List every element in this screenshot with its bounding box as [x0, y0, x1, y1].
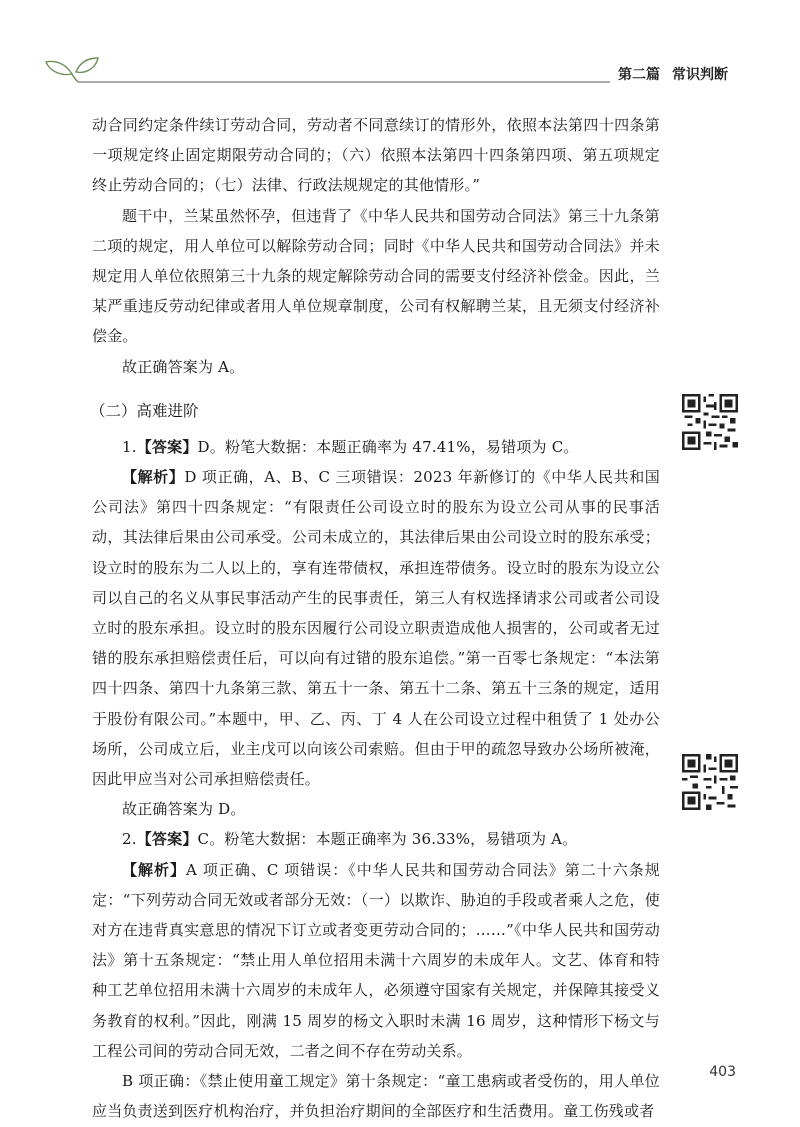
question-number: 2. [122, 830, 137, 849]
page-header [0, 0, 800, 100]
qr-code-icon[interactable] [682, 754, 738, 810]
answer-text: D。粉笔大数据：本题正确率为 47.41%，易错项为 C。 [197, 437, 579, 456]
analysis-paragraph [92, 855, 660, 1066]
analysis-text: A 项正确、C 项错误：《中华人民共和国劳动合同法》第二十六条规定：“下列劳动合同无效或者部分无效：（一）以欺诈、胁迫的手段或者乘人之危，使对方在违背真实意思的情况下订立或者变更劳动合同的；……”《中华人民共和国劳动法》第十五条规定：“禁止用人单位招用未满十六周岁的未成年人。文艺、体育和特种工艺单位招用未满十六周岁的未成年人，必须遵守国家有关规定，并保障其接受义务教育的权利。”因此，刚满 15 周岁的杨文入职时未满 16 周岁，这种情形下杨文与工程公司间的劳动合同无效，二者之间不存在劳动关系。 [92, 860, 660, 1060]
part-label: 第二篇 [618, 67, 660, 83]
header-rule [0, 0, 800, 100]
analysis-tag: 【解析】 [122, 860, 187, 879]
page-body [92, 110, 660, 1127]
answer-line [92, 432, 660, 462]
analysis-tag: 【解析】 [122, 468, 185, 487]
answer-line [92, 824, 660, 854]
section-title [606, 64, 728, 84]
question-number: 1. [122, 437, 137, 456]
paragraph: 动合同约定条件续订劳动合同，劳动者不同意续订的情形外，依照本法第四十四条第一项规定终止固定期限劳动合同的；（六）依照本法第四十四条第四项、第五项规定终止劳动合同的；（七）法律、行政法规规定的其他情形。” [92, 116, 660, 195]
leaf-sprout-icon [46, 58, 98, 82]
page-number: 403 [709, 1064, 736, 1080]
paragraph: 故正确答案为 D。 [122, 800, 246, 819]
paragraph: 故正确答案为 A。 [122, 357, 245, 376]
paragraph: B 项正确：《禁止使用童工规定》第十条规定：“童工患病或者受伤的，用人单位应当负责送到医疗机构治疗，并负担治疗期间的全部医疗和生活费用。童工伤残或者 [92, 1072, 660, 1121]
answer-tag: 【答案】 [136, 830, 198, 849]
answer-tag: 【答案】 [136, 437, 198, 456]
analysis-text: D 项正确，A、B、C 三项错误：2023 年新修订的《中华人民共和国公司法》第四十四条规定：“有限责任公司设立时的股东为设立公司从事的民事活动，其法律后果由公司承受。公司未成立的，其法律后果由公司设立时的股东承受；设立时的股东为二人以上的，享有连带债权，承担连带债务。设立时的股东为设立公司以自己的名义从事民事活动产生的民事责任，第三人有权选择请求公司或者公司设立时的股东承担。设立时的股东因履行公司设立职责造成他人损害的，公司或者无过错的股东承担赔偿责任后，可以向有过错的股东追偿。”第一百零七条规定：“本法第四十四条、第四十九条第三款、第五十一条、第五十二条、第五十三条的规定，适用于股份有限公司。”本题中，甲、乙、丙、丁 4 人在公司设立过程中租赁了 1 处办公场所，公司成立后，业主戊可以向该公司索赔。但由于甲的疏忽导致办公场所被淹，因此甲应当对公司承担赔偿责任。 [92, 468, 660, 789]
paragraph: 题干中，兰某虽然怀孕，但违背了《中华人民共和国劳动合同法》第三十九条第二项的规定，用人单位可以解除劳动合同；同时《中华人民共和国劳动合同法》并未规定用人单位依照第三十九条的规定解除劳动合同的需要支付经济补偿金。因此，兰某严重违反劳动纪律或者用人单位规章制度，公司有权解聘兰某，且无须支付经济补偿金。 [92, 206, 660, 346]
qr-code-icon[interactable] [682, 394, 738, 450]
answer-text: C。粉笔大数据：本题正确率为 36.33%，易错项为 A。 [197, 830, 578, 849]
analysis-paragraph [92, 462, 660, 794]
chapter-label: 常识判断 [672, 67, 728, 83]
subheading: （二）高难进阶 [90, 401, 199, 420]
